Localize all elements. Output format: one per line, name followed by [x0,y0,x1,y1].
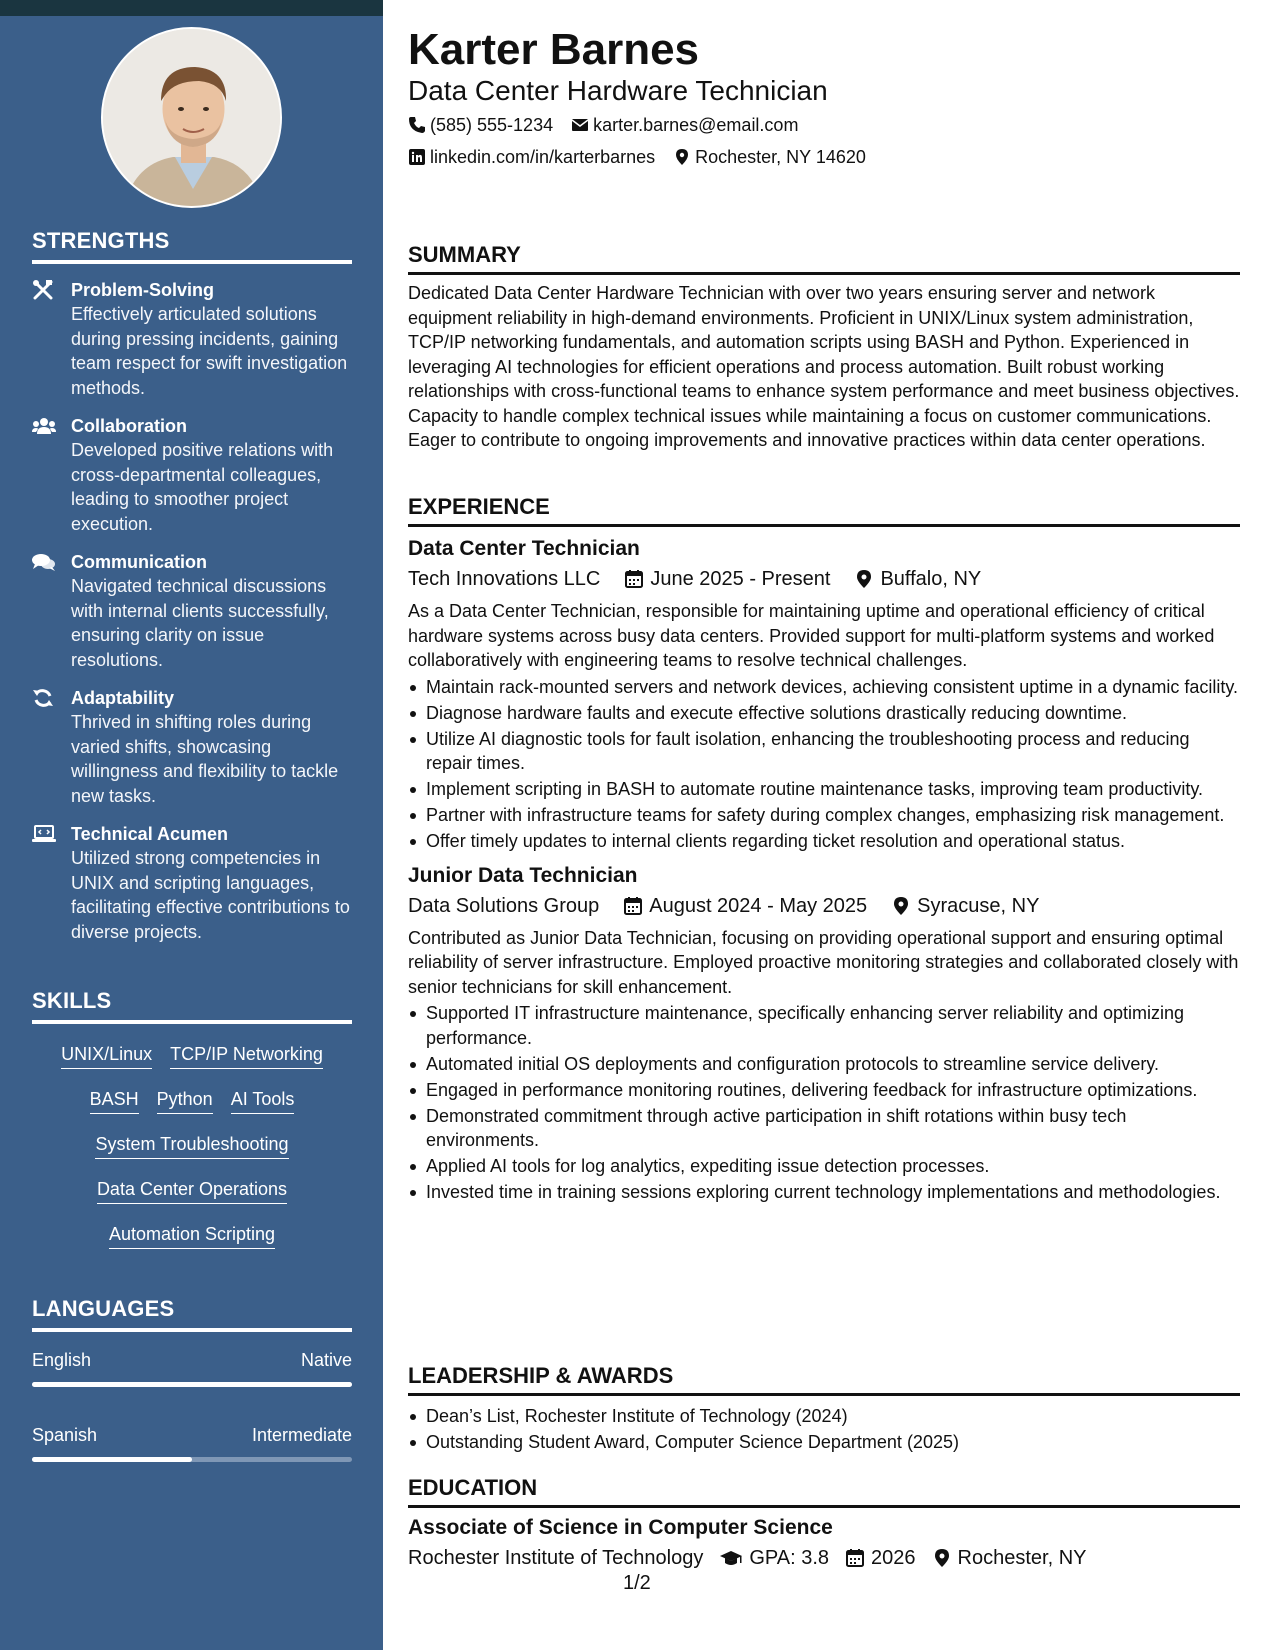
language-name: Spanish [32,1425,98,1445]
skills-section [32,988,352,1267]
skill-tag: AI Tools [231,1087,295,1114]
list-item: Utilize AI diagnostic tools for fault isolation, enhancing the troubleshooting process and reducing repair times. [408,727,1240,776]
graduation-year: 2026 [871,1547,916,1569]
education-meta [408,1542,1240,1574]
language-level: Native [300,1350,352,1370]
list-item: Automated initial OS deployments and configuration protocols to streamline service delivery. [408,1052,1240,1077]
list-item: Outstanding Student Award, Computer Science Department (2025) [408,1430,1240,1455]
strength-item [32,550,352,672]
job-meta [408,890,1240,922]
strength-desc: Developed positive relations with cross-departmental colleagues, leading to smoother project execution. [71,440,334,534]
list-item: Applied AI tools for log analytics, expediting issue detection processes. [408,1154,1240,1179]
skill-tag: UNIX/Linux [61,1042,152,1069]
page-number: 1/2 [623,1572,651,1594]
skill-tag: Python [157,1087,213,1114]
strength-item [32,686,352,808]
linkedin-contact[interactable] [408,145,655,169]
language-name: English [32,1350,92,1370]
language-proficiency-fill [32,1457,192,1462]
list-item: Demonstrated commitment through active participation in shift rotations within busy tech environments. [408,1104,1240,1153]
job-bullets [408,675,1240,854]
languages-heading: LANGUAGES [32,1296,352,1332]
list-item: Maintain rack-mounted servers and network devices, achieving consistent uptime in a dynamic facility. [408,675,1240,700]
comments-icon [32,552,54,572]
phone-icon [408,116,426,134]
email-contact[interactable] [571,113,798,137]
laptop-code-icon [32,824,54,844]
email-text: karter.barnes@email.com [593,115,799,135]
strength-desc: Effectively articulated solutions during pressing incidents, gaining team respect for swift investigation methods. [71,304,348,398]
phone-contact [408,113,553,137]
language-proficiency-fill [32,1382,352,1387]
language-item [32,1348,352,1387]
users-icon [32,416,54,436]
job-description: Contributed as Junior Data Technician, focusing on providing operational support and ensuring optimal reliability of server infrastructure. Employed proactive monitoring strategies and collaborated closely with senior technicians for skill enhancement. [408,927,1239,997]
job-entry [408,535,1240,854]
list-item: Invested time in training sessions exploring current technology implementations and methodologies. [408,1180,1240,1205]
education-section [408,1475,1240,1574]
skills-heading: SKILLS [32,988,352,1024]
school-name: Rochester Institute of Technology [408,1547,704,1569]
list-item: Supported IT infrastructure maintenance, specifically enhancing server reliability and optimizing performance. [408,1001,1240,1050]
language-proficiency-bar [32,1382,352,1387]
job-bullets [408,1001,1240,1205]
envelope-icon [571,116,589,134]
language-level: Intermediate [251,1425,352,1445]
linkedin-text: linkedin.com/in/karterbarnes [430,147,656,167]
tools-icon [32,280,54,300]
strength-title: Collaboration [71,416,187,436]
strength-desc: Utilized strong competencies in UNIX and scripting languages, facilitating effective contributions to diverse projects. [71,848,350,942]
strengths-heading: STRENGTHS [32,228,352,264]
map-marker-icon [854,569,874,589]
list-item: Offer timely updates to internal clients regarding ticket resolution and operational status. [408,829,1240,854]
list-item: Partner with infrastructure teams for safety during complex changes, emphasizing risk management. [408,803,1240,828]
strength-title: Communication [71,552,208,572]
job-description: As a Data Center Technician, responsible for maintaining uptime and operational efficiency of critical hardware systems across busy data centers. Provided support for multi-platform systems and worked collaboratively with engineering teams to resolve technical challenges. [408,601,1215,670]
degree-title: Associate of Science in Computer Science [408,1516,833,1539]
list-item: Diagnose hardware faults and execute effective solutions drastically reducing downtime. [408,701,1240,726]
skill-tag: BASH [90,1087,139,1114]
skills-list [32,1042,352,1267]
list-item: Engaged in performance monitoring routines, delivering feedback for infrastructure optimizations. [408,1078,1240,1103]
education-heading: EDUCATION [408,1475,1240,1508]
sync-icon [32,688,54,708]
location-contact [673,145,866,169]
job-dates: August 2024 - May 2025 [649,894,868,917]
calendar-icon [845,1548,865,1568]
strength-title: Technical Acumen [71,824,229,844]
map-marker-icon [673,148,691,166]
strengths-section [32,228,352,944]
job-location: Syracuse, NY [917,894,1040,917]
list-item: Implement scripting in BASH to automate routine maintenance tasks, improving team productivity. [408,777,1240,802]
job-entry [408,862,1240,1205]
calendar-icon [623,896,643,916]
job-company: Data Solutions Group [408,894,600,917]
summary-heading: SUMMARY [408,242,1240,275]
sidebar-top-bar [0,0,383,16]
strength-item [32,414,352,536]
profile-photo [101,27,282,208]
location-text: Rochester, NY 14620 [695,147,866,167]
job-title: Data Center Technician [408,537,640,560]
candidate-name: Karter Barnes [408,25,700,74]
experience-heading: EXPERIENCE [408,494,1240,527]
job-meta [408,563,1240,595]
contact-row [408,113,798,137]
strength-item [32,822,352,944]
sidebar [0,0,383,1650]
languages-section [32,1296,352,1462]
job-location: Buffalo, NY [880,568,982,590]
strength-item [32,278,352,400]
skill-tag: TCP/IP Networking [170,1042,323,1069]
summary-text: Dedicated Data Center Hardware Technician with over two years ensuring server and network equipment reliability in high-demand environments. Proficient in UNIX/Linux system administration, TCP/IP networking fundamentals, and automation scripts using BASH and Python. Experienced in leveraging AI technologies for efficient operations and process automation. Built robust working relationships with cross-functional teams to enhance system performance and meet business objectives. Capacity to handle complex technical issues while maintaining a focus on customer communications. Eager to contribute to ongoing improvements and innovative practices within data center operations. [408,283,1240,450]
candidate-role: Data Center Hardware Technician [408,75,828,106]
strength-title: Problem-Solving [71,280,215,300]
school-location: Rochester, NY [957,1547,1087,1569]
strength-desc: Navigated technical discussions with internal clients successfully, ensuring clarity on issue resolutions. [71,576,329,670]
leadership-list [408,1404,1240,1455]
skill-tag: Automation Scripting [109,1222,275,1249]
leadership-section [408,1363,1240,1456]
job-title: Junior Data Technician [408,863,638,887]
job-company: Tech Innovations LLC [408,568,601,590]
skill-tag: System Troubleshooting [95,1132,288,1159]
map-marker-icon [932,1548,952,1568]
job-dates: June 2025 - Present [650,568,831,590]
contact-row [408,145,866,169]
language-proficiency-bar [32,1457,352,1462]
list-item: Dean’s List, Rochester Institute of Technology (2024) [408,1404,1240,1429]
language-item [32,1423,352,1462]
strength-desc: Thrived in shifting roles during varied shifts, showcasing willingness and flexibility to tackle new tasks. [71,712,339,806]
calendar-icon [624,569,644,589]
map-marker-icon [891,896,911,916]
phone-text: (585) 555-1234 [430,115,554,135]
skill-tag: Data Center Operations [97,1177,287,1204]
graduation-cap-icon [719,1548,743,1568]
experience-section [408,494,1240,1206]
gpa-text: GPA: 3.8 [749,1547,830,1569]
summary-section [408,242,1240,453]
strength-title: Adaptability [71,688,175,708]
linkedin-icon [408,148,426,166]
leadership-heading: LEADERSHIP & AWARDS [408,1363,1240,1396]
